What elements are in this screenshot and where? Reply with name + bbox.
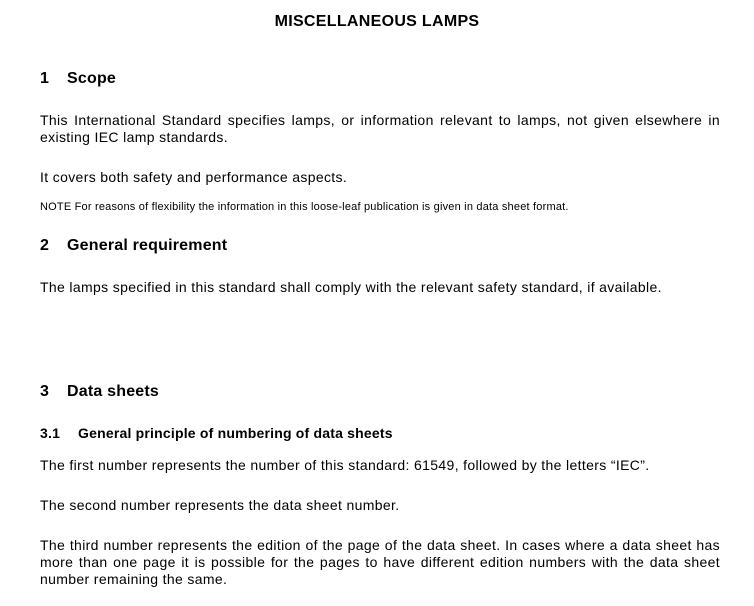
scope-paragraph-2: It covers both safety and performance aspects. — [40, 169, 348, 185]
section-title: Data sheets — [67, 383, 160, 400]
section-number: 2 — [40, 237, 50, 254]
subsection-heading-numbering — [40, 425, 393, 441]
section-heading-scope — [40, 70, 116, 88]
section-number: 3 — [40, 383, 50, 400]
section-heading-general-requirement — [40, 237, 227, 255]
subsection-title: General principle of numbering of data sheets — [78, 425, 393, 441]
scope-paragraph-1: This International Standard specifies lamps, or information relevant to lamps, not given elsewhere in existing IEC lamp standards. — [40, 112, 720, 145]
section-title: General requirement — [67, 237, 228, 254]
document-title: MISCELLANEOUS LAMPS — [274, 13, 480, 30]
subsection-number: 3.1 — [40, 425, 61, 441]
section-number: 1 — [40, 70, 50, 87]
numbering-paragraph-2: The second number represents the data sheet number. — [40, 497, 400, 513]
general-requirement-paragraph: The lamps specified in this standard shall comply with the relevant safety standard, if available. — [40, 279, 662, 295]
section-heading-data-sheets — [40, 383, 159, 401]
section-title: Scope — [67, 70, 117, 87]
numbering-paragraph-3: The third number represents the edition of the page of the data sheet. In cases where a data sheet has more than one page it is possible for the pages to have different edition numbers with the data sheet number remaining the same. — [40, 537, 720, 587]
scope-note: NOTE For reasons of flexibility the information in this loose-leaf publication is given in data sheet format. — [40, 201, 569, 213]
numbering-paragraph-1: The first number represents the number of this standard: 61549, followed by the letters “IEC”. — [40, 457, 650, 473]
